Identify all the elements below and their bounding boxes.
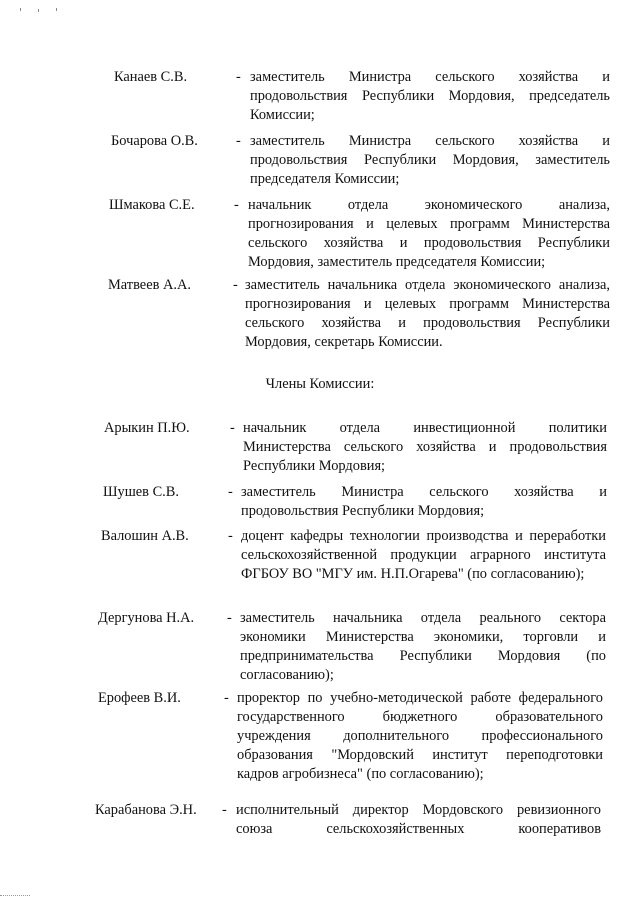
person-role: заместитель начальника отдела реального сектора экономики Министерства экономики, торговли и предпринимательства Республики Мордовия (по согласованию); [240,610,606,683]
person-role: начальник отдела экономического анализа, прогнозирования и целевых программ Министерства сельского хозяйства и продовольствия Республики Мордовия, заместитель председателя Комиссии; [248,197,610,270]
person-name: Шмакова С.Е. [109,197,195,213]
person-role: проректор по учебно-методической работе федерального государственного бюджетного образовательного учреждения дополнительного профессионального образования "Мордовский институт переподготовки кадров агробизнеса" (по согласованию); [237,690,603,782]
dash: - [224,690,229,706]
dash: - [222,802,227,818]
dash: - [233,277,238,293]
dash: - [236,133,241,149]
person-name: Шушев С.В. [103,484,179,500]
person-role: начальник отдела инвестиционной политики Министерства сельского хозяйства и продовольствия Республики Мордовия; [243,420,607,474]
person-name: Валошин А.В. [101,528,189,544]
person-role: заместитель Министра сельского хозяйства и продовольствия Республики Мордовия, заместитель председателя Комиссии; [250,133,610,187]
scan-edge-mark [0,895,30,899]
dash: - [228,484,233,500]
dash: - [227,610,232,626]
person-name: Канаев С.В. [114,69,188,85]
person-role: заместитель Министра сельского хозяйства и продовольствия Республики Мордовия; [241,484,607,519]
person-role: заместитель Министра сельского хозяйства и продовольствия Республики Мордовия, председатель Комиссии; [250,69,610,123]
person-role: заместитель начальника отдела экономического анализа, прогнозирования и целевых программ Министерства сельского хозяйства и продовольствия Республики Мордовия, секретарь Комиссии. [245,277,610,350]
dash: - [230,420,235,436]
dash: - [228,528,233,544]
dash: - [234,197,239,213]
person-role: исполнительный директор Мордовского ревизионного союза сельскохозяйственных кооперативов [236,802,601,837]
person-name: Ерофеев В.И. [98,690,181,706]
scan-mark [20,8,60,12]
person-name: Дергунова Н.А. [98,610,195,626]
person-name: Бочарова О.В. [111,133,198,149]
members-heading: Члены Комиссии: [265,376,375,392]
dash: - [236,69,241,85]
person-name: Карабанова Э.Н. [95,802,197,818]
person-name: Арыкин П.Ю. [104,420,190,436]
person-name: Матвеев А.А. [108,277,191,293]
person-role: доцент кафедры технологии производства и переработки сельскохозяйственной продукции аграрного института ФГБОУ ВО "МГУ им. Н.П.Огарева" (по согласованию); [241,528,606,582]
